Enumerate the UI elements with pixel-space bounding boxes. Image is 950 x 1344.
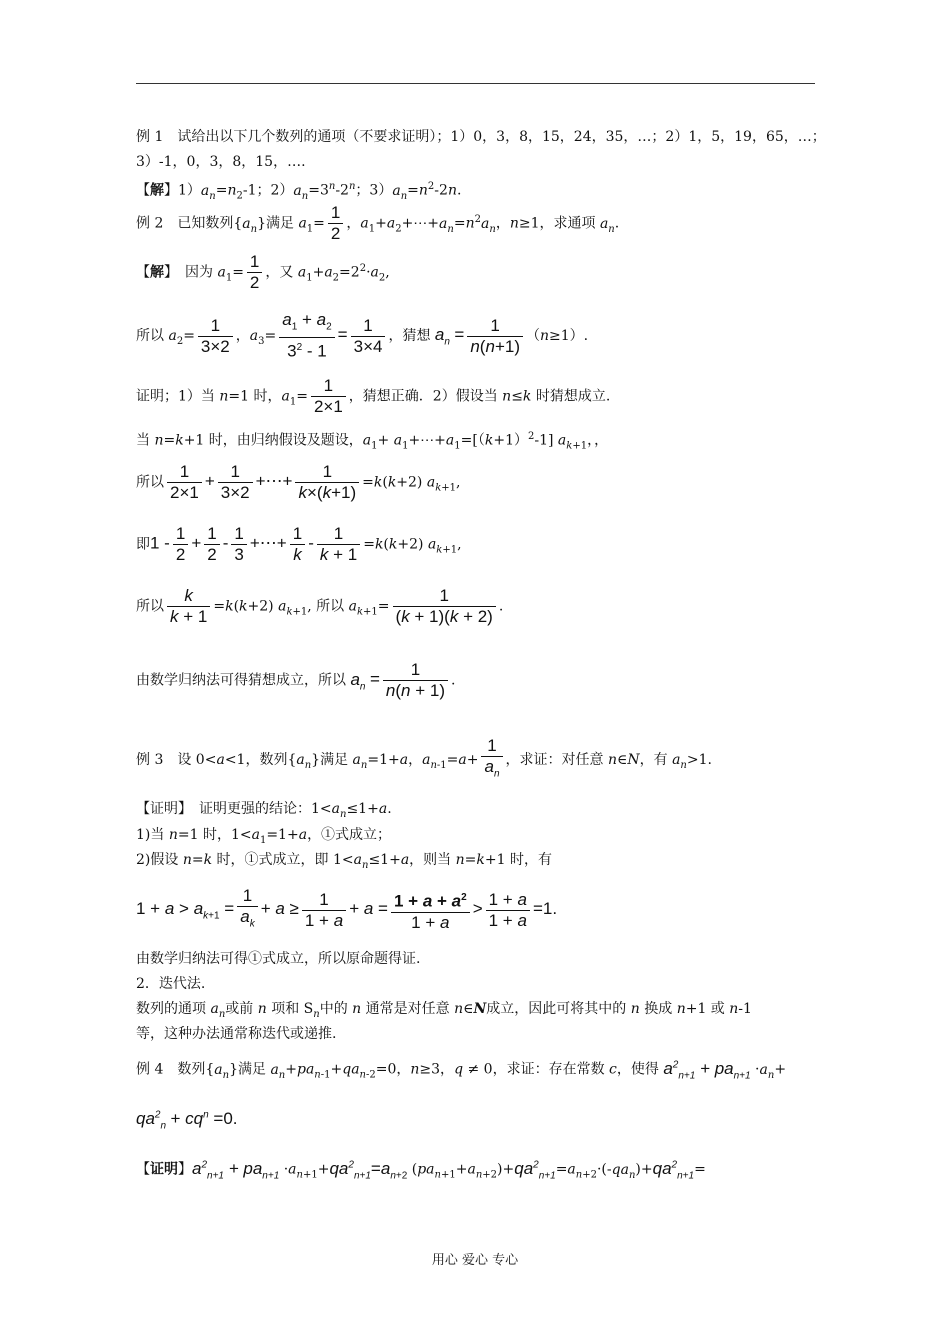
proof-2-result: 所以 $\frac{k}{k + 1}$ =k(k+2) $a_{k+1}$, 所以 $a_{k+1}=$ $\frac{1}{(k + 1)(k + 2)}$ . <box>136 586 504 626</box>
proof-2-sum: 所以 $\frac{1}{2\times 1}$ + $\frac{1}{3\times 2}$ +⋯+ $\frac{1}{k\times(k+1)}$ =k(k+2) $a_{k+1}$, <box>136 462 461 502</box>
solution-2-intro: 【解】 因为 $a_1=$ $\frac{1}{2}$ ，又 $a_1+a_2=2^2\cdot a_2$, <box>136 252 390 292</box>
section-2-text: 数列的通项 $a_n$或前 n 项和 $S_n$中的 n 通常是对任意 n∈N成立，因此可将其中的 n 换成 n+1 或 n-1 <box>136 1001 752 1020</box>
example-4-statement: 例 4 数列$\{a_n\}$满足 $a_n+pa_{n-1}+qa_{n-2}=0$，n≥3，q ≠ 0，求证：存在常数 c，使得 $a^2_{n+1} + pa_{n+1} \cdot a_n+$ <box>136 1058 787 1082</box>
proof-3-step: 2)假设 n=k 时，①式成立，即 $1<a_n\le 1+a$，则当 n=k+1 时，有 <box>136 852 552 871</box>
section-2-text-cont: 等，这种办法通常称迭代或递推. <box>136 1026 337 1042</box>
proof-3-inequality: $1 + a > a_{k+1}$ = $\frac{1}{a_k}$ + a ≥ $\frac{1}{1 + a}$ + a = $\frac{1 + a + a^2}{1 + a}$ > $\frac{1 + a}{1 + a}$ =1. <box>136 886 558 932</box>
header-rule <box>136 83 815 84</box>
page-footer: 用心 爱心 专心 <box>431 1253 519 1268</box>
example-1-statement-cont: 3）-1，0，3，8，15，…. <box>136 154 306 170</box>
solution-2-guess: 所以 $a_2=$ $\frac{1}{3\times 2}$ ，$a_3=$ $\frac{a_1 + a_2}{3^2 - 1}$ = $\frac{1}{3\times 4}$ ，猜想 $a_n$ = $\frac{1}{n(n+1)}$ （n≥1）. <box>136 310 589 362</box>
example-2-statement: 例 2 已知数列$\{a_n\}$满足 $a_1=$ $\frac{1}{2}$ ，$a_1+a_2+\cdots+a_n=n^2a_n$，n≥1，求通项 $a_n$. <box>136 203 620 243</box>
proof-2-base: 证明；1）当 n=1 时，$a_1=$ $\frac{1}{2\times 1}$ ，猜想正确．2）假设当 n≤k 时猜想成立. <box>136 376 611 416</box>
section-2-heading: 2．迭代法. <box>136 976 206 992</box>
example-4-statement-cont: $qa^2_n + cq^n =0$. <box>136 1108 238 1132</box>
proof-2-step: 当 n=k+1 时，由归纳假设及题设，$a_1+$ $a_1+\cdots+a_1=[(k+1)^2-1]$ $a_{k+1}$，， <box>136 431 609 452</box>
proof-2-telescoping: 即1 - $\frac{1}{2}$ + $\frac{1}{2}$ - $\frac{1}{3}$ +⋯+ $\frac{1}{k}$ - $\frac{1}{k + 1}$ =k(k+2) $a_{k+1}$, <box>136 524 462 564</box>
example-3-statement: 例 3 设 0<a<1，数列$\{a_n\}$满足 $a_n=1+a$，$a_{n-1}=a+$ $\frac{1}{a_n}$ ，求证：对任意 n∈N，有 $a_n>1$. <box>136 736 712 780</box>
proof-4: 【证明】$a^2_{n+1} + pa_{n+1} \cdot a_{n+1}+qa^2_{n+1}=a_{n+2}$ $(pa_{n+1}+a_{n+2})+qa^2_{n+1}=a_{n+2}\cdot(-qa_n)+qa^2_{n+1}=$ <box>136 1158 706 1182</box>
proof-3-conclusion: 由数学归纳法可得①式成立，所以原命题得证. <box>136 951 421 967</box>
solution-1: 【解】$1)a_n=n_2-1$；$2)a_n=3^n-2^n$；$3)a_n=n^2-2n$. <box>136 181 462 202</box>
proof-2-conclusion: 由数学归纳法可得猜想成立，所以 $a_n$ = $\frac{1}{n(n + 1)}$ . <box>136 660 456 700</box>
proof-3-claim: 【证明】 证明更强的结论：$1<a_n\le 1+a$. <box>136 801 392 820</box>
proof-3-base: 1)当 n=1 时，$1<a_1=1+a$，①式成立； <box>136 827 392 846</box>
example-1-statement: 例 1 试给出以下几个数列的通项（不要求证明）；1）0，3，8，15，24，35，…；2）1，5，19，65，…； <box>136 129 826 145</box>
